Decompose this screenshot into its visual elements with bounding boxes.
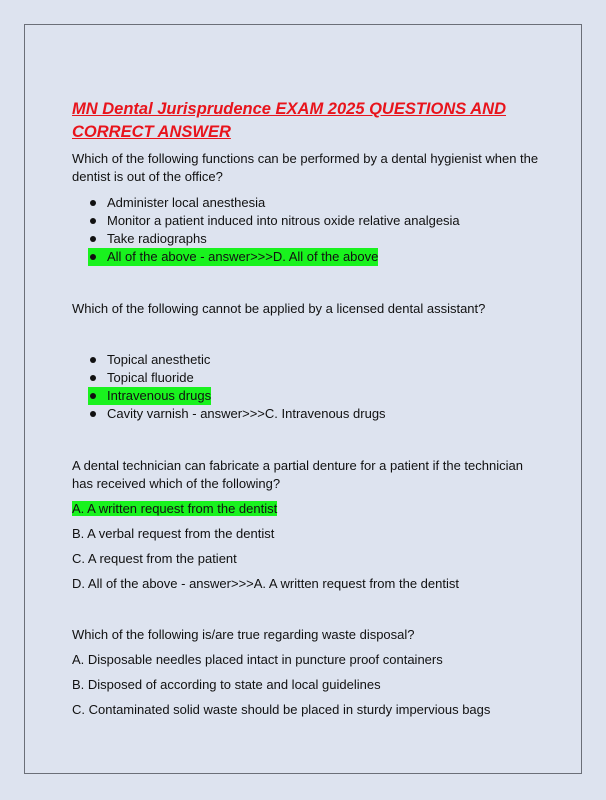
question-1: Which of the following functions can be performed by a dental hygienist when the dentist is out of the office? xyxy=(72,151,539,184)
q2-option-b: Topical fluoride xyxy=(72,369,542,387)
q1-option-d-answer: All of the above - answer>>>D. All of the above xyxy=(72,248,542,266)
bullet-icon xyxy=(90,200,96,206)
q4-option-b: B. Disposed of according to state and local guidelines xyxy=(72,677,381,692)
question-4: Which of the following is/are true regarding waste disposal? xyxy=(72,627,415,642)
q3-option-d: D. All of the above - answer>>>A. A written request from the dentist xyxy=(72,576,459,591)
q1-option-c: Take radiographs xyxy=(72,230,542,248)
q1-option-b: Monitor a patient induced into nitrous oxide relative analgesia xyxy=(72,212,542,230)
q4-option-c: C. Contaminated solid waste should be placed in sturdy impervious bags xyxy=(72,702,491,717)
question-3: A dental technician can fabricate a partial denture for a patient if the technician has received which of the following? xyxy=(72,458,523,491)
bullet-icon xyxy=(90,254,96,260)
q3-option-b: B. A verbal request from the dentist xyxy=(72,526,275,541)
bullet-icon xyxy=(90,236,96,242)
q1-option-a: Administer local anesthesia xyxy=(72,194,542,212)
q4-option-a: A. Disposable needles placed intact in puncture proof containers xyxy=(72,652,443,667)
bullet-icon xyxy=(90,411,96,417)
bullet-icon xyxy=(90,393,96,399)
document-title xyxy=(72,98,542,144)
question-2: Which of the following cannot be applied by a licensed dental assistant? xyxy=(72,301,486,316)
q2-option-a: Topical anesthetic xyxy=(72,351,542,369)
bullet-icon xyxy=(90,218,96,224)
question-2-options xyxy=(72,351,542,423)
q2-option-c-answer: Intravenous drugs xyxy=(72,387,542,405)
document-content xyxy=(72,98,542,719)
q3-option-a-answer: A. A written request from the dentist xyxy=(72,501,278,516)
title-line-1: MN Dental Jurisprudence EXAM 2025 QUESTIONS AND xyxy=(72,100,506,118)
q3-option-c: C. A request from the patient xyxy=(72,551,237,566)
bullet-icon xyxy=(90,357,96,363)
bullet-icon xyxy=(90,375,96,381)
question-1-options xyxy=(72,194,542,266)
q2-option-d: Cavity varnish - answer>>>C. Intravenous drugs xyxy=(72,405,542,423)
title-line-2: CORRECT ANSWER xyxy=(72,123,231,141)
